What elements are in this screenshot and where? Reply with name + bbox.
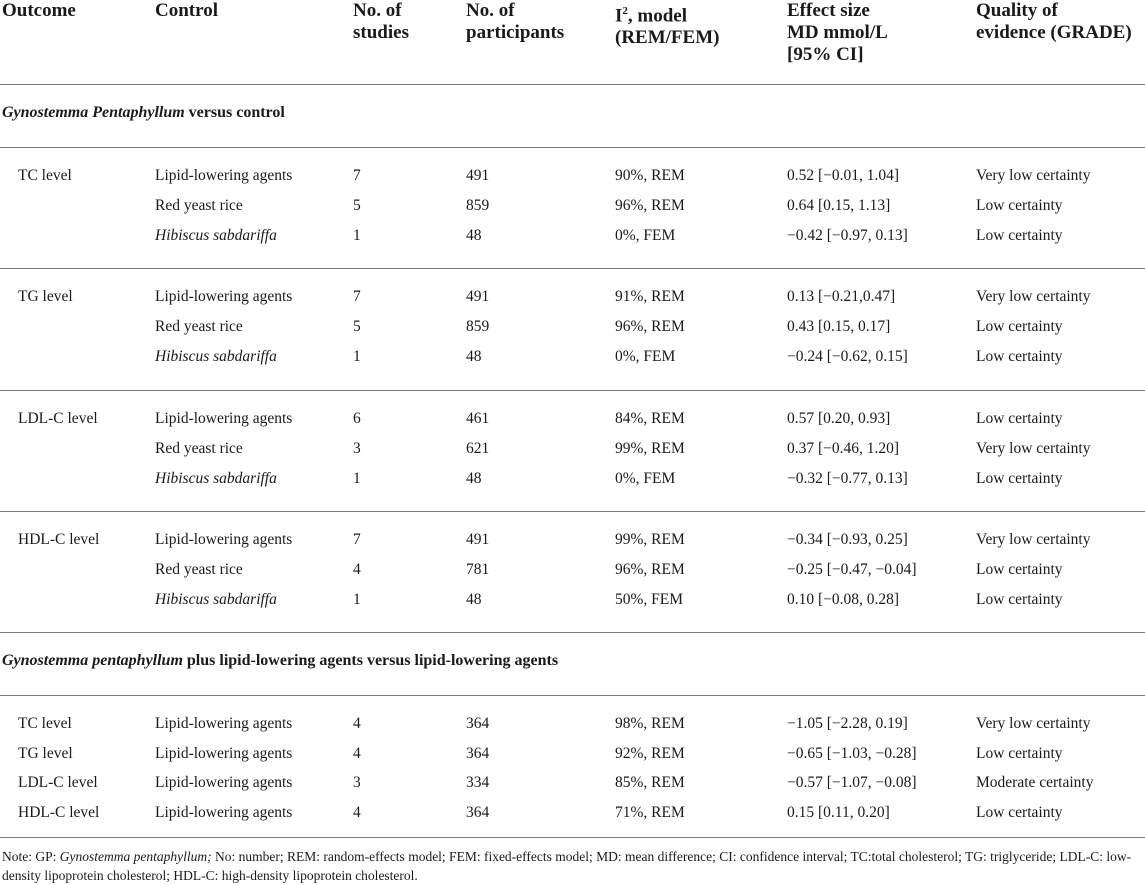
participants-cell: 461 [466, 410, 490, 427]
table-row [0, 196, 1145, 216]
participants-cell: 364 [466, 744, 490, 762]
table-row [0, 803, 1145, 823]
studies-cell: 4 [353, 561, 361, 578]
model-cell: 0%, FEM [615, 470, 676, 487]
model-cell: 96%, REM [615, 318, 685, 335]
quality-cell: Low certainty [976, 561, 1063, 578]
model-cell: 84%, REM [615, 410, 685, 427]
header-participants: No. of participants [466, 0, 565, 43]
studies-cell: 5 [353, 318, 361, 335]
divider [0, 632, 1145, 633]
control-cell: Hibiscus sabdariffa [155, 348, 277, 365]
header-control: Control [155, 0, 218, 21]
effect-cell: −0.42 [−0.97, 0.13] [787, 227, 908, 244]
header-effect-size: Effect size MD mmol/L [95% CI] [787, 0, 888, 65]
studies-cell: 3 [353, 774, 361, 791]
effect-cell: −0.34 [−0.93, 0.25] [787, 531, 908, 548]
control-cell: Lipid-lowering agents [155, 410, 293, 427]
quality-cell: Very low certainty [976, 715, 1091, 732]
effect-cell: 0.15 [0.11, 0.20] [787, 803, 890, 821]
table-row [0, 409, 1145, 429]
table-row [0, 287, 1145, 307]
control-cell: Lipid-lowering agents [155, 774, 293, 791]
participants-cell: 48 [466, 348, 482, 365]
control-cell: Red yeast rice [155, 561, 243, 578]
control-cell: Hibiscus sabdariffa [155, 470, 277, 487]
participants-cell: 491 [466, 531, 490, 548]
control-cell: Red yeast rice [155, 197, 243, 214]
effect-cell: −0.32 [−0.77, 0.13] [787, 470, 908, 487]
studies-cell: 4 [353, 744, 361, 762]
table-row [0, 744, 1145, 764]
studies-cell: 4 [353, 715, 361, 732]
control-cell: Lipid-lowering agents [155, 744, 293, 762]
header-outcome: Outcome [2, 0, 76, 21]
outcome-cell: TC level [18, 715, 72, 732]
control-cell: Lipid-lowering agents [155, 167, 293, 184]
header-studies: No. of studies [353, 0, 409, 43]
quality-cell: Very low certainty [976, 531, 1091, 548]
model-cell: 90%, REM [615, 167, 685, 184]
participants-cell: 859 [466, 318, 490, 335]
participants-cell: 364 [466, 803, 490, 821]
outcome-cell: TC level [18, 167, 72, 184]
table-note: Note: GP: Gynostemma pentaphyllum; No: number; REM: random-effects model; FEM: fixed-effects model; MD: mean difference; CI: confidence interval; TC:total cholesterol; TG: triglyceride; LDL-C: low-density lipoprotein cholesterol; HDL-C: high-density lipoprotein cholesterol. [2, 849, 1132, 883]
studies-cell: 1 [353, 227, 361, 244]
divider [0, 390, 1145, 391]
quality-cell: Low certainty [976, 744, 1063, 762]
participants-cell: 48 [466, 227, 482, 244]
outcome-cell: HDL-C level [18, 531, 100, 548]
quality-cell: Low certainty [976, 470, 1063, 487]
model-cell: 99%, REM [615, 531, 685, 548]
studies-cell: 1 [353, 591, 361, 608]
studies-cell: 1 [353, 348, 361, 365]
effect-cell: −0.65 [−1.03, −0.28] [787, 744, 917, 762]
control-cell: Hibiscus sabdariffa [155, 591, 277, 608]
quality-cell: Low certainty [976, 591, 1063, 608]
model-cell: 96%, REM [615, 197, 685, 214]
studies-cell: 7 [353, 167, 361, 184]
studies-cell: 4 [353, 803, 361, 821]
model-cell: 91%, REM [615, 288, 685, 305]
divider [0, 837, 1145, 838]
divider [0, 268, 1145, 269]
effect-cell: −0.24 [−0.62, 0.15] [787, 348, 908, 365]
table-row [0, 317, 1145, 337]
outcome-cell: LDL-C level [18, 774, 98, 791]
effect-cell: 0.13 [−0.21,0.47] [787, 288, 896, 305]
studies-cell: 5 [353, 197, 361, 214]
quality-cell: Very low certainty [976, 288, 1091, 305]
table-row [0, 347, 1145, 367]
participants-cell: 859 [466, 197, 490, 214]
header-quality: Quality of evidence (GRADE) [976, 0, 1132, 43]
divider [0, 511, 1145, 512]
table-row [0, 714, 1145, 734]
participants-cell: 48 [466, 591, 482, 608]
effect-cell: 0.10 [−0.08, 0.28] [787, 591, 900, 608]
control-cell: Red yeast rice [155, 440, 243, 457]
quality-cell: Low certainty [976, 410, 1063, 427]
model-cell: 98%, REM [615, 715, 685, 732]
effect-cell: 0.52 [−0.01, 1.04] [787, 167, 900, 184]
quality-cell: Low certainty [976, 197, 1063, 214]
model-cell: 96%, REM [615, 561, 685, 578]
model-cell: 50%, FEM [615, 591, 684, 608]
model-cell: 92%, REM [615, 744, 685, 762]
participants-cell: 491 [466, 167, 490, 184]
outcome-cell: TG level [18, 744, 73, 762]
effect-cell: −1.05 [−2.28, 0.19] [787, 715, 908, 732]
quality-cell: Low certainty [976, 227, 1063, 244]
participants-cell: 48 [466, 470, 482, 487]
effect-cell: 0.57 [0.20, 0.93] [787, 410, 891, 427]
effect-cell: 0.64 [0.15, 1.13] [787, 197, 891, 214]
table-row [0, 226, 1145, 246]
control-cell: Lipid-lowering agents [155, 803, 293, 821]
quality-cell: Low certainty [976, 803, 1063, 821]
model-cell: 99%, REM [615, 440, 685, 457]
studies-cell: 7 [353, 531, 361, 548]
model-cell: 85%, REM [615, 774, 685, 791]
quality-cell: Low certainty [976, 348, 1063, 365]
outcome-cell: LDL-C level [18, 410, 98, 427]
table-row [0, 773, 1145, 793]
quality-cell: Low certainty [976, 318, 1063, 335]
table-row [0, 166, 1145, 186]
table-row [0, 560, 1145, 580]
table-row [0, 530, 1145, 550]
participants-cell: 334 [466, 774, 490, 791]
control-cell: Lipid-lowering agents [155, 531, 293, 548]
studies-cell: 6 [353, 410, 361, 427]
participants-cell: 781 [466, 561, 490, 578]
divider [0, 147, 1145, 148]
control-cell: Red yeast rice [155, 318, 243, 335]
divider [0, 84, 1145, 85]
effect-cell: −0.25 [−0.47, −0.04] [787, 561, 917, 578]
studies-cell: 7 [353, 288, 361, 305]
quality-cell: Very low certainty [976, 167, 1091, 184]
outcome-cell: HDL-C level [18, 803, 100, 821]
section-title-gp-vs-control: Gynostemma Pentaphyllum versus control [2, 104, 285, 121]
studies-cell: 3 [353, 440, 361, 457]
effect-cell: 0.37 [−0.46, 1.20] [787, 440, 900, 457]
section-title-gp-plus-lla: Gynostemma pentaphyllum plus lipid-lowering agents versus lipid-lowering agents [2, 652, 559, 669]
quality-cell: Moderate certainty [976, 774, 1094, 791]
participants-cell: 621 [466, 440, 490, 457]
participants-cell: 491 [466, 288, 490, 305]
studies-cell: 1 [353, 470, 361, 487]
model-cell: 0%, FEM [615, 227, 676, 244]
model-cell: 71%, REM [615, 803, 685, 821]
model-cell: 0%, FEM [615, 348, 676, 365]
control-cell: Hibiscus sabdariffa [155, 227, 277, 244]
table-row [0, 590, 1145, 610]
effect-cell: 0.43 [0.15, 0.17] [787, 318, 891, 335]
header-model: $I^2$, model (REM/FEM) [615, 5, 720, 49]
divider [0, 695, 1145, 696]
table-row [0, 469, 1145, 489]
quality-cell: Very low certainty [976, 440, 1091, 457]
outcome-cell: TG level [18, 288, 73, 305]
control-cell: Lipid-lowering agents [155, 288, 293, 305]
participants-cell: 364 [466, 715, 490, 732]
control-cell: Lipid-lowering agents [155, 715, 293, 732]
effect-cell: −0.57 [−1.07, −0.08] [787, 774, 917, 791]
table-row [0, 439, 1145, 459]
